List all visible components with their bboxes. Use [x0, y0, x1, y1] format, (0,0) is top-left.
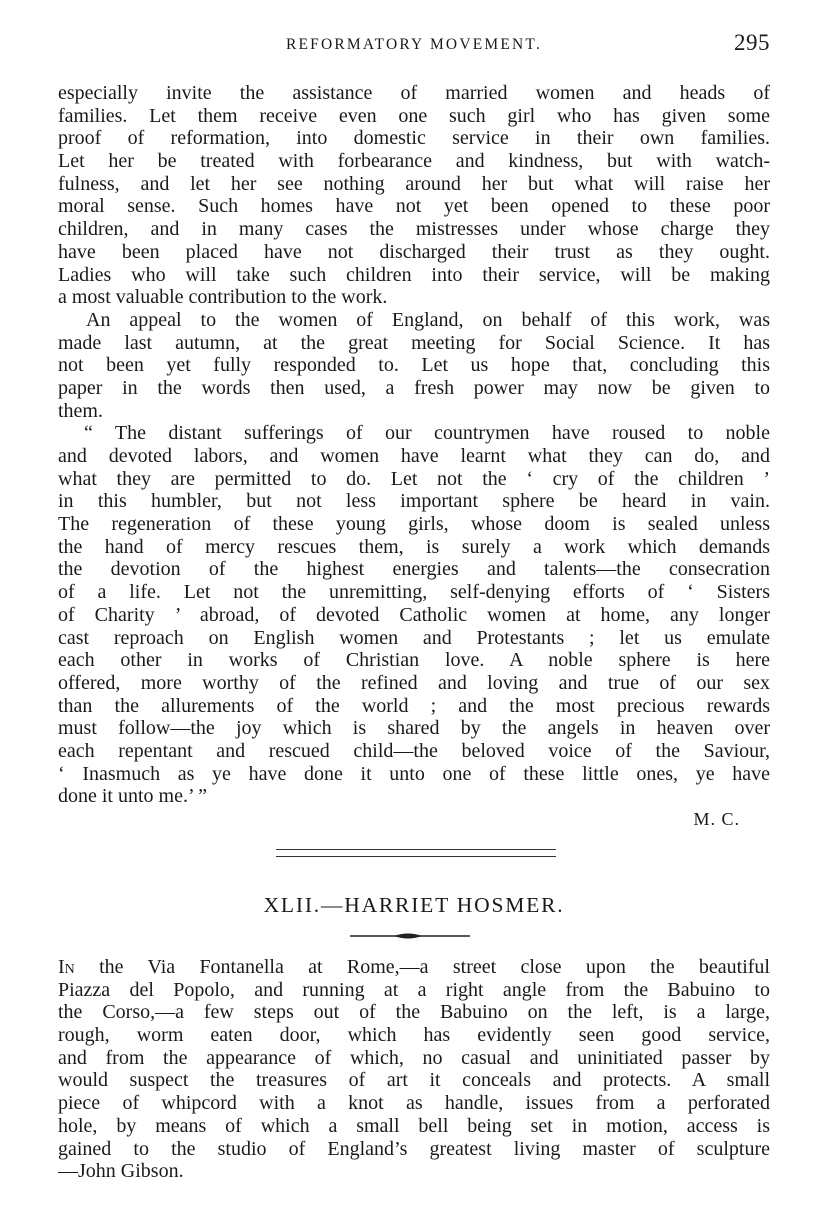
author-signature: M. C.	[693, 809, 740, 829]
text-line: them.	[58, 399, 103, 422]
text-line: the devotion of the highest energies and talents—the consecration	[58, 558, 770, 581]
first-line-text: the Via Fontanella at Rome,—a street close upon the beautiful	[74, 956, 770, 978]
text-line: not been yet fully responded to. Let us hope that, concluding this	[58, 354, 770, 377]
page-number: 295	[734, 30, 770, 55]
text-line: the hand of mercy rescues them, is surely a work which demands	[58, 535, 770, 558]
text-line: especially invite the assistance of married women and heads of	[58, 82, 770, 104]
text-line: gained to the studio of England’s greatest living master of sculpture	[58, 1137, 770, 1160]
paragraph-1	[58, 82, 770, 309]
text-line: fulness, and let her see nothing around her but what will raise her	[58, 172, 770, 195]
text-line: children, and in many cases the mistresses under whose charge they	[58, 218, 770, 241]
text-line: ‘ Inasmuch as ye have done it unto one of these little ones, ye have	[58, 762, 770, 785]
text-line: and from the appearance of which, no casual and uninitiated passer by	[58, 1046, 770, 1069]
text-line: in this humbler, but not less important sphere be heard in vain.	[58, 490, 770, 513]
section-heading: XLII.—HARRIET HOSMER.	[263, 893, 565, 917]
text-line: cast reproach on English women and Protestants ; let us emulate	[58, 626, 770, 649]
text-line: An appeal to the women of England, on behalf of this work, was	[86, 308, 770, 331]
article-1-body	[58, 82, 770, 831]
text-line: “ The distant sufferings of our countrymen have roused to noble	[84, 422, 770, 445]
paragraph-2	[58, 309, 770, 422]
text-line: families. Let them receive even one such girl who has given some	[58, 104, 770, 127]
lead-word: In	[58, 956, 75, 978]
text-line: Let her be treated with forbearance and kindness, but with watch-	[58, 150, 770, 173]
text-line: offered, more worthy of the refined and loving and true of our sex	[58, 671, 770, 694]
text-line: the Corso,—a few steps out of the Babuino on the left, is a large,	[58, 1001, 770, 1024]
text-line: hole, by means of which a small bell being set in motion, access is	[58, 1114, 770, 1137]
text-line: must follow—the joy which is shared by the angels in heaven over	[58, 717, 770, 740]
paragraph-3-quotation	[58, 422, 770, 808]
text-line: would suspect the treasures of art it conceals and protects. A small	[58, 1069, 770, 1092]
text-line: made last autumn, at the great meeting for Social Science. It has	[58, 331, 770, 354]
text-line: than the allurements of the world ; and the most precious rewards	[58, 694, 770, 717]
ornament-rule-icon	[350, 931, 470, 941]
ornament-rule	[350, 931, 470, 941]
text-line: done it unto me.’ ”	[58, 785, 208, 808]
text-line: each repentant and rescued child—the beloved voice of the Saviour,	[58, 739, 770, 762]
text-line: have been placed have not discharged their trust as they ought.	[58, 240, 770, 263]
text-line: and devoted labors, and women have learnt what they can do, and	[58, 445, 770, 467]
text-line: piece of whipcord with a knot as handle, issues from a perforated	[58, 1092, 770, 1115]
text-line: —John Gibson.	[58, 1160, 184, 1183]
text-line: of a life. Let not the unremitting, self-denying efforts of ‘ Sisters	[58, 581, 770, 604]
text-line: Ladies who will take such children into their service, will be making	[58, 263, 770, 286]
text-line-first	[58, 956, 770, 979]
running-head	[58, 32, 770, 60]
text-line: The regeneration of these young girls, whose doom is sealed unless	[58, 513, 770, 536]
text-line: a most valuable contribution to the work.	[58, 286, 388, 309]
text-line: rough, worm eaten door, which has evidently seen good service,	[58, 1024, 770, 1047]
running-title: REFORMATORY MOVEMENT.	[285, 36, 543, 53]
text-line: each other in works of Christian love. A noble sphere is here	[58, 649, 770, 672]
text-line: what they are permitted to do. Let not the ‘ cry of the children ’	[58, 467, 770, 490]
article-2-body	[58, 956, 770, 1183]
section-divider	[276, 849, 556, 857]
text-line: proof of reformation, into domestic service in their own families.	[58, 127, 770, 150]
text-line: of Charity ’ abroad, of devoted Catholic women at home, any longer	[58, 603, 770, 626]
text-line: Piazza del Popolo, and running at a right angle from the Babuino to	[58, 978, 770, 1001]
text-line: moral sense. Such homes have not yet been opened to these poor	[58, 195, 770, 218]
text-line: paper in the words then used, a fresh power may now be given to	[58, 376, 770, 399]
